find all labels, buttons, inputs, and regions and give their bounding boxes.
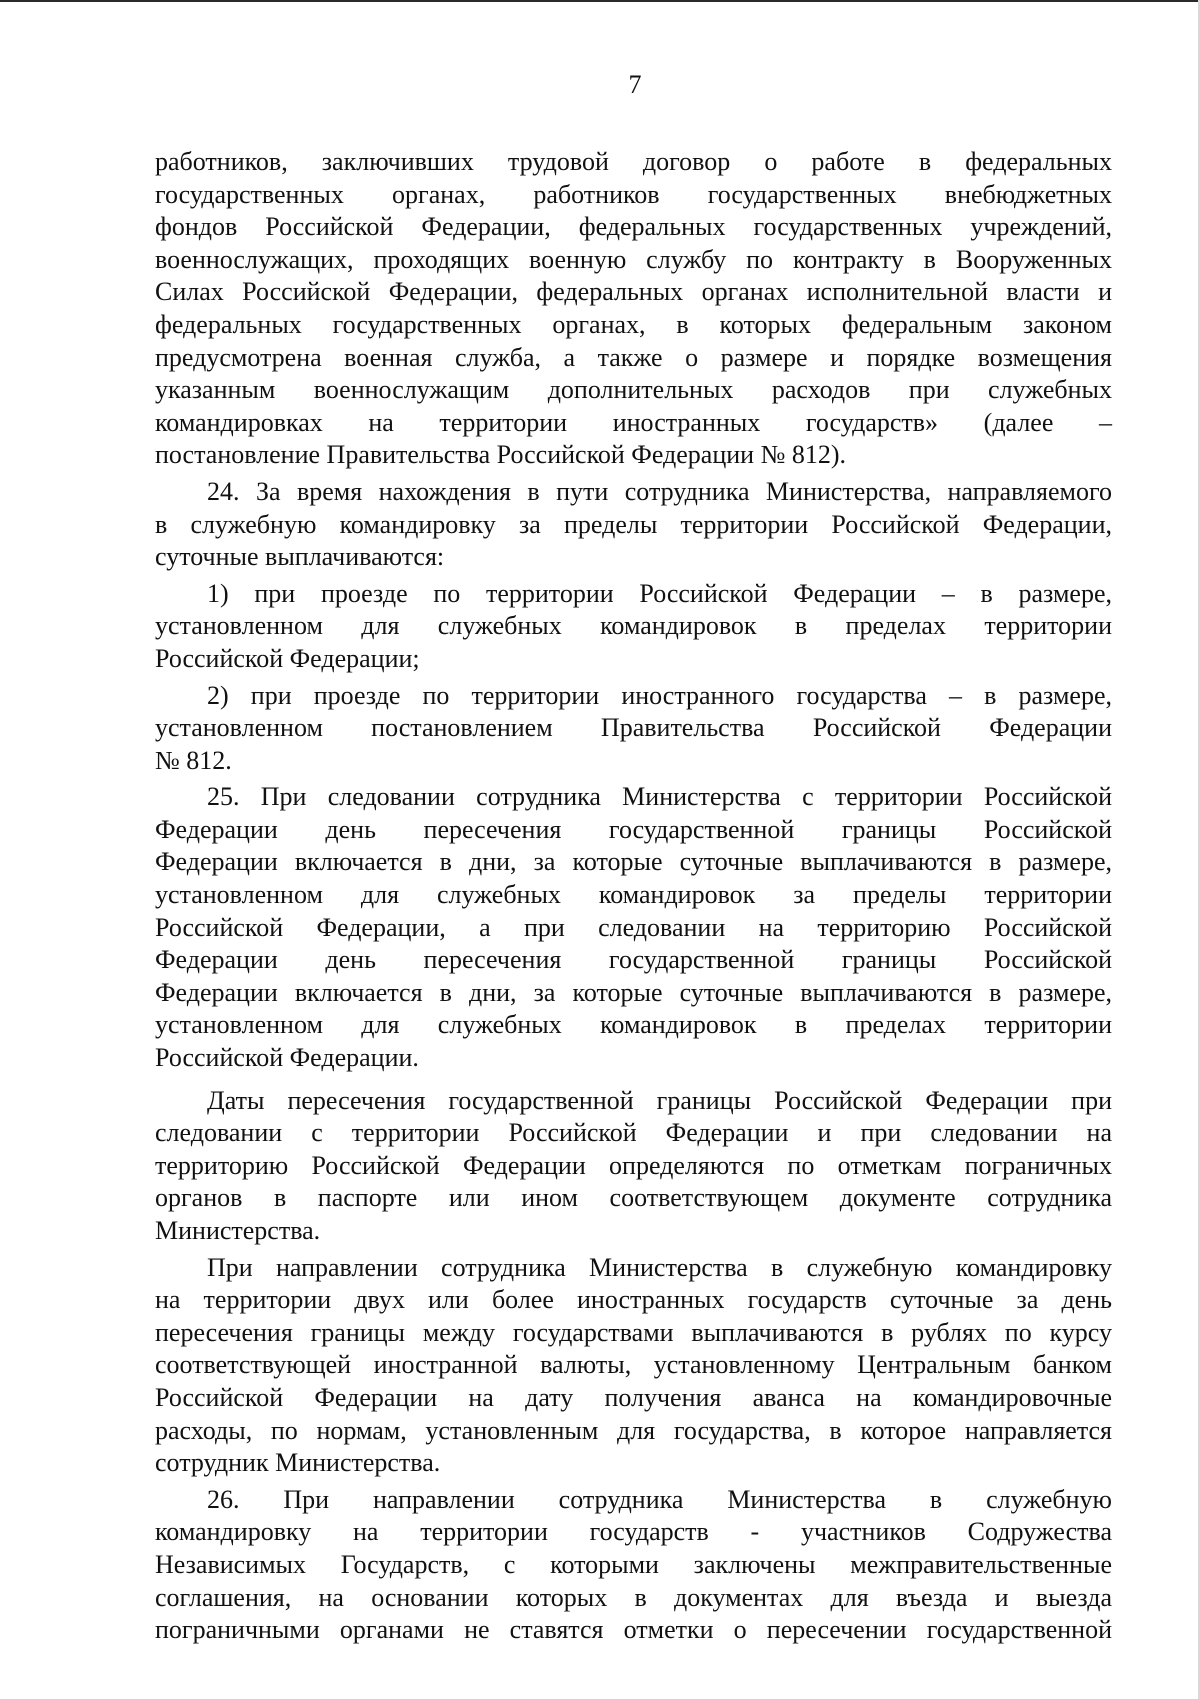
- text-line: Российской Федерации, а при следовании на территорию Российской: [155, 912, 1112, 942]
- paragraph-p25-dates: [155, 1085, 1112, 1248]
- text-line: 25. При следовании сотрудника Министерства с территории Российской: [207, 782, 1112, 812]
- text-line: пограничными органами не ставятся отметки о пересечении государственной: [155, 1615, 1112, 1645]
- page-number: 7: [628, 70, 642, 99]
- text-line: № 812.: [155, 745, 232, 775]
- text-line: соглашения, на основании которых в документах для въезда и выезда: [155, 1582, 1112, 1612]
- text-line: в служебную командировку за пределы территории Российской Федерации,: [155, 509, 1112, 539]
- paragraph-p24-1: [155, 578, 1112, 676]
- text-line: суточные выплачиваются:: [155, 542, 445, 572]
- document-body: [155, 146, 1112, 1647]
- paragraph-p-cont: [155, 146, 1112, 472]
- paragraph-p26: [155, 1484, 1112, 1647]
- text-line: работников, заключивших трудовой договор о работе в федеральных: [155, 147, 1112, 176]
- text-line: органов в паспорте или ином соответствующем документе сотрудника: [155, 1183, 1112, 1213]
- text-line: военнослужащих, проходящих военную службу по контракту в Вооруженных: [155, 244, 1112, 274]
- text-line: установленном для служебных командировок за пределы территории: [155, 880, 1112, 910]
- text-line: 2) при проезде по территории иностранного государства – в размере,: [207, 680, 1112, 710]
- text-line: Федерации день пересечения государственной границы Российской: [155, 814, 1112, 844]
- text-line: предусмотрена военная служба, а также о размере и порядке возмещения: [155, 342, 1112, 372]
- scan-top-edge: [0, 0, 1200, 2]
- paragraph-p24: [155, 476, 1112, 574]
- text-line: фондов Российской Федерации, федеральных государственных учреждений,: [155, 212, 1112, 242]
- text-line: пересечения границы между государствами выплачиваются в рублях по курсу: [155, 1317, 1112, 1347]
- text-line: Российской Федерации на дату получения аванса на командировочные: [155, 1382, 1112, 1412]
- paragraph-gap: [155, 1075, 1112, 1085]
- text-line: Российской Федерации;: [155, 643, 420, 673]
- paragraph-p25-two: [155, 1252, 1112, 1480]
- text-line: командировку на территории государств - участников Содружества: [155, 1517, 1112, 1547]
- text-line: установленном для служебных командировок в пределах территории: [155, 611, 1112, 641]
- text-line: государственных органах, работников государственных внебюджетных: [155, 179, 1112, 209]
- text-line: Российской Федерации.: [155, 1043, 419, 1073]
- text-line: соответствующей иностранной валюты, установленному Центральным банком: [155, 1350, 1112, 1380]
- text-line: 1) при проезде по территории Российской Федерации – в размере,: [207, 578, 1112, 608]
- text-line: установленном для служебных командировок в пределах территории: [155, 1010, 1112, 1040]
- text-line: Независимых Государств, с которыми заключены межправительственные: [155, 1549, 1112, 1579]
- text-line: установленном постановлением Правительства Российской Федерации: [155, 713, 1112, 743]
- text-line: командировках на территории иностранных государств» (далее –: [155, 407, 1112, 437]
- text-line: Федерации включается в дни, за которые суточные выплачиваются в размере,: [155, 977, 1112, 1007]
- text-line: Федерации включается в дни, за которые суточные выплачиваются в размере,: [155, 847, 1112, 877]
- text-line: следовании с территории Российской Федерации и при следовании на: [155, 1118, 1112, 1148]
- text-line: на территории двух или более иностранных государств суточные за день: [155, 1285, 1112, 1315]
- text-line: постановление Правительства Российской Федерации № 812).: [155, 440, 847, 470]
- text-line: федеральных государственных органах, в которых федеральным законом: [155, 309, 1112, 339]
- text-line: Федерации день пересечения государственной границы Российской: [155, 945, 1112, 975]
- text-line: расходы, по нормам, установленным для государства, в которое направляется: [155, 1415, 1112, 1445]
- text-line: сотрудник Министерства.: [155, 1448, 441, 1478]
- text-line: Министерства.: [155, 1216, 321, 1245]
- paragraph-p25: [155, 781, 1112, 1074]
- text-line: указанным военнослужащим дополнительных расходов при служебных: [155, 375, 1112, 405]
- text-line: Даты пересечения государственной границы Российской Федерации при: [207, 1085, 1112, 1115]
- text-line: 24. За время нахождения в пути сотрудника Министерства, направляемого: [207, 476, 1112, 506]
- text-line: Силах Российской Федерации, федеральных органах исполнительной власти и: [155, 277, 1112, 307]
- text-line: 26. При направлении сотрудника Министерства в служебную: [207, 1484, 1112, 1514]
- paragraph-p24-2: [155, 680, 1112, 778]
- text-line: территорию Российской Федерации определяются по отметкам пограничных: [155, 1150, 1112, 1180]
- text-line: При направлении сотрудника Министерства в служебную командировку: [207, 1252, 1112, 1282]
